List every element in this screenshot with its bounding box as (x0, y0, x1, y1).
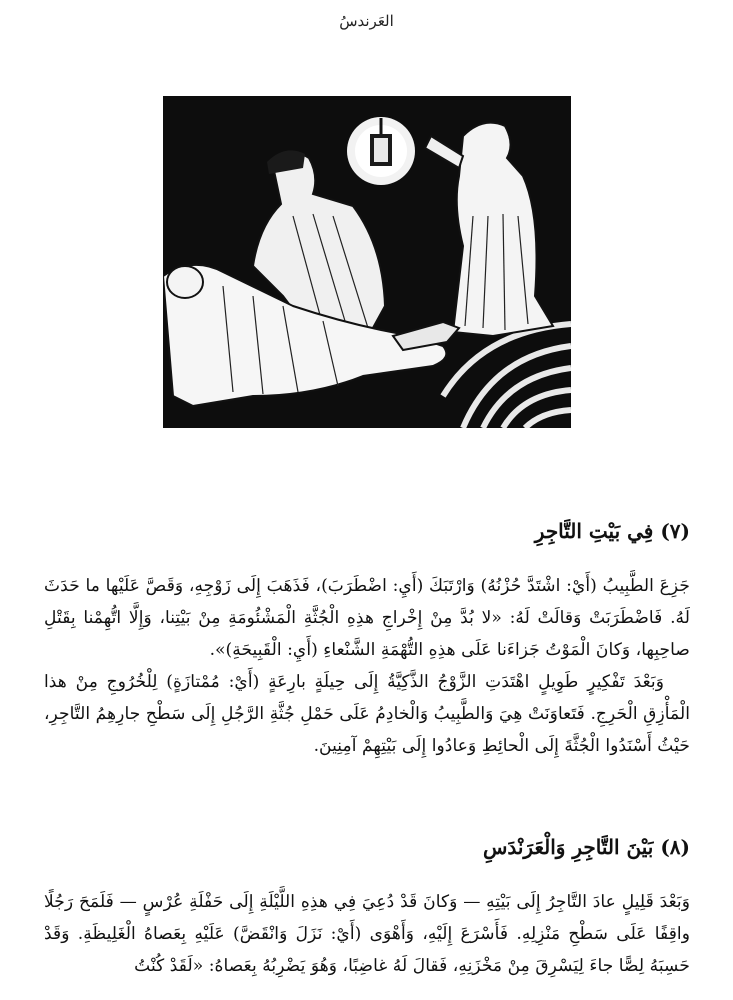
section-heading: (٧) فِي بَيْتِ التَّاجِرِ (534, 519, 690, 543)
section-heading: (٨) بَيْنَ التَّاجِرِ وَالْعَرَنْدَسِ (482, 835, 690, 859)
section-in-merchant-house (44, 516, 690, 762)
engraving-illustration (163, 96, 571, 428)
section-merchant-and-arandas (44, 832, 690, 982)
running-title: العَرندسُ (339, 12, 394, 30)
paragraph: وَبَعْدَ قَلِيلٍ عادَ التَّاجِرُ إِلَى بَيْتِهِ — وَكانَ قَدْ دُعِيَ فِي هذِهِ اللَّيْلَةِ إِلَى حَفْلَةِ عُرْسٍ — فَلَمَحَ رَجُلًا واقِفًا عَلَى سَطْحِ مَنْزِلِهِ. فَأَسْرَعَ إِلَيْهِ، وَأَهْوَى (أَيْ: نَزَلَ وَانْقَضَّ) عَلَيْهِ بِعَصاهُ الْغَلِيظَةِ. وَقَدْ حَسِبَهُ لِصًّا جاءَ لِيَسْرِقَ مِنْ مَخْزَنِهِ، فَقالَ لَهُ غاضِبًا، وَهُوَ يَضْرِبُهُ بِعَصاهُ: «لَقَدْ كُنْتُ (44, 892, 690, 976)
paragraph: جَزِعَ الطَّبِيبُ (أَيْ: اشْتَدَّ حُزْنُهُ) وَارْتَبَكَ (أَيِ: اضْطَرَبَ)، فَذَهَبَ إِلَى زَوْجِهِ، وَقَصَّ عَلَيْها ما حَدَثَ لَهُ. فَاضْطَرَبَتْ وَقالَتْ لَهُ: «لا بُدَّ مِنْ إِخْراجِ هذِهِ الْجُثَّةِ الْمَشْئُومَةِ مِنْ بَيْتِنا، وَإِلَّا اتُّهِمْنا بِقَتْلِ صاحِبِها، وَكانَ الْمَوْتُ جَزاءَنا عَلَى هذِهِ التُّهْمَةِ الشَّنْعاءِ (أَيِ: الْقَبِيحَةِ)». (44, 576, 690, 660)
paragraph: وَبَعْدَ تَفْكِيرٍ طَوِيلٍ اهْتَدَتِ الزَّوْجُ الذَّكِيَّةُ إِلَى حِيلَةٍ بارِعَةٍ (أَيْ: مُمْتازَةٍ) لِلْخُرُوجِ مِنْ هذا الْمَأْزِقِ الْحَرِجِ. فَتَعاوَنَتْ هِيَ وَالطَّبِيبُ وَالْخادِمُ عَلَى حَمْلِ جُثَّةِ الرَّجُلِ إِلَى سَطْحِ جارِهِمُ التَّاجِرِ، حَيْثُ أَسْنَدُوا الْجُثَّةَ إِلَى الْحائِطِ وَعادُوا إِلَى بَيْتِهِمْ آمِنِينَ. (44, 672, 690, 756)
